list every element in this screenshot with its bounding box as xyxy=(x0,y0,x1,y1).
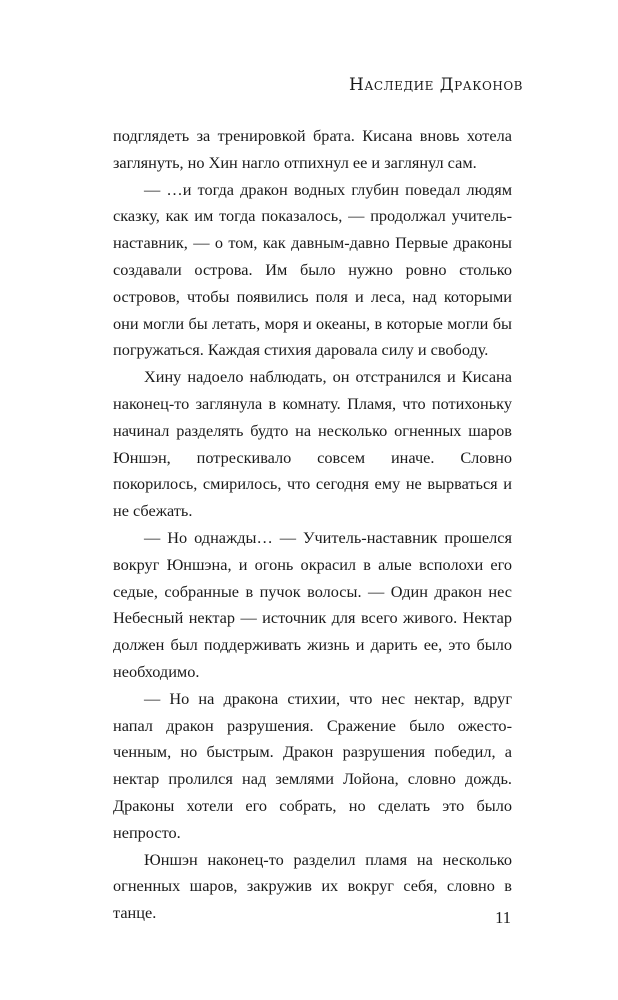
paragraph: Хину надоело наблюдать, он отстранился и Кисана наконец-то заглянула в комнату. Пламя, что потихоньку начинал разделять будто на несколько огненных шаров Юншэн, потрескивало совсем иначе. Словно покорилось, смирилось, что сегодня ему не вырваться и не сбежать. xyxy=(113,367,512,521)
running-header: Наследие Драконов xyxy=(349,75,523,95)
paragraph: Юншэн наконец-то разделил пламя на несколько огненных шаров, закружив их вокруг себя, словно в танце. xyxy=(113,849,512,923)
page-number: 11 xyxy=(495,908,511,927)
body-text xyxy=(113,123,512,927)
paragraph: — Но на дракона стихии, что нес нектар, вдруг напал дракон разрушения. Сражение было ожесточенным, но быстрым. Дракон разрушения победил, а нектар пролился над землями Лойона, словно дождь. Драконы хотели его собрать, но сделать это было непросто. xyxy=(113,688,512,842)
paragraph: — Но однажды… — Учитель-наставник прошелся вокруг Юншэна, и огонь окрасил в алые всполохи его седые, собранные в пучок волосы. — Один дракон нес Небесный нектар — источник для всего живого. Нектар должен был поддерживать жизнь и дарить ее, это было необходимо. xyxy=(113,527,512,681)
paragraph: подглядеть за тренировкой брата. Кисана вновь хотела заглянуть, но Хин нагло отпихнул ее и заглянул сам. xyxy=(113,126,512,172)
paragraph: — …и тогда дракон водных глубин поведал людям сказку, как им тогда показалось, — продолжал учитель-наставник, — о том, как давным-давно Первые драконы создавали острова. Им было нужно ровно столько островов, чтобы появились поля и леса, над которыми они могли бы летать, моря и океаны, в которые могли бы погружаться. Каждая стихия даровала силу и свободу. xyxy=(113,179,512,360)
